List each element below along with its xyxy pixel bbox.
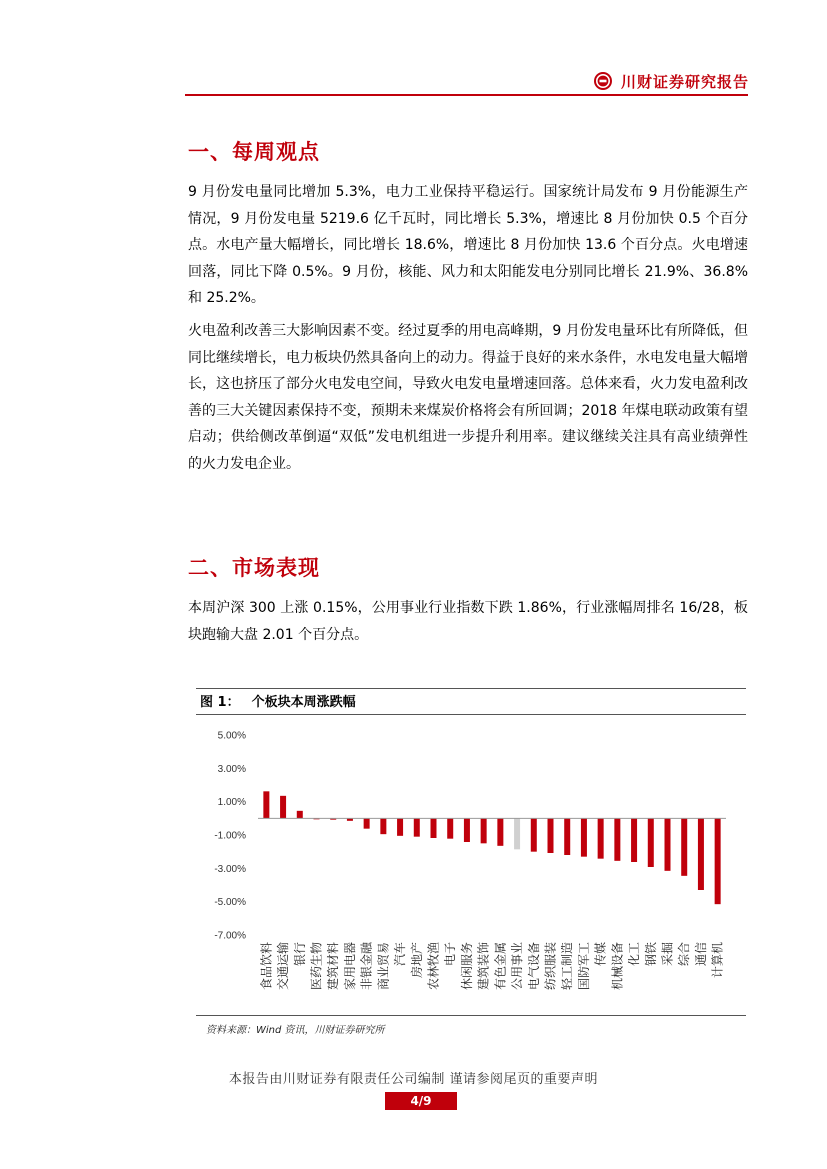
- bar: [631, 818, 637, 862]
- x-tick-label: 交通运输: [276, 942, 291, 991]
- bar: [364, 818, 370, 828]
- x-tick-label: 化工: [627, 942, 642, 967]
- bar: [397, 818, 403, 836]
- x-tick-label: 休闲服务: [459, 942, 474, 991]
- y-tick-label: -7.00%: [214, 930, 246, 942]
- header-title: 川财证券研究报告: [620, 72, 749, 91]
- x-tick-label: 建筑装饰: [476, 942, 491, 991]
- x-tick-label: 综合: [677, 942, 692, 967]
- bar: [447, 818, 453, 838]
- bar: [548, 818, 554, 853]
- y-tick-label: -5.00%: [214, 897, 246, 909]
- bar: [564, 818, 570, 855]
- coin-logo-icon: [593, 71, 613, 91]
- figure-top-rule: [196, 688, 746, 689]
- header-rule: [185, 94, 748, 96]
- bar-chart: [196, 720, 746, 1010]
- bar: [531, 818, 537, 851]
- bar: [464, 818, 470, 842]
- x-tick-label: 家用电器: [342, 942, 357, 991]
- header-brand: [593, 70, 749, 92]
- y-tick-label: 1.00%: [217, 797, 246, 809]
- bar: [665, 818, 671, 871]
- bar: [715, 818, 721, 904]
- bar: [481, 818, 487, 843]
- x-tick-label: 食品饮料: [259, 942, 274, 991]
- y-axis-labels: [214, 731, 246, 942]
- x-tick-label: 电气设备: [526, 942, 541, 991]
- bar: [297, 811, 303, 819]
- x-tick-label: 农林牧渔: [426, 942, 441, 991]
- paragraph-market-summary: 本周沪深 300 上涨 0.15%，公用事业行业指数下跌 1.86%，行业涨幅周排名 16/28，板块跑输大盘 2.01 个百分点。: [188, 600, 748, 643]
- x-tick-label: 传媒: [593, 942, 608, 967]
- bar: [414, 818, 420, 836]
- x-tick-label: 银行: [292, 942, 307, 967]
- x-tick-label: 国防军工: [576, 942, 591, 991]
- x-tick-label: 通信: [693, 942, 708, 967]
- bar: [598, 818, 604, 858]
- x-tick-label: 计算机: [710, 942, 725, 979]
- bar: [263, 791, 269, 818]
- figure-caption: [200, 691, 356, 710]
- figure-caption-rule: [196, 714, 746, 715]
- bar: [380, 818, 386, 834]
- bars: [263, 791, 720, 904]
- bar: [614, 818, 620, 861]
- bar: [648, 818, 654, 867]
- x-tick-label: 商业贸易: [376, 942, 391, 991]
- figure-label: 图 1：: [200, 695, 240, 710]
- x-tick-label: 非银金融: [359, 942, 374, 991]
- bar: [581, 818, 587, 856]
- x-axis-labels: [258, 941, 724, 990]
- y-tick-label: -1.00%: [214, 830, 246, 842]
- y-tick-label: 3.00%: [217, 763, 246, 775]
- figure-source: 资料来源：Wind 资讯，川财证券研究所: [206, 1025, 385, 1036]
- paragraph-thermal-profit: 火电盈利改善三大影响因素不变。经过夏季的用电高峰期，9 月份发电量环比有所降低，但同比继续增长，电力板块仍然具备向上的动力。得益于良好的来水条件，水电发电量大幅增长，这也挤压了部分火电发电空间，导致火电发电量增速回落。总体来看，火力发电盈利改善的三大关键因素保持不变，预期未来煤炭价格将会有所回调；2018 年煤电联动政策有望启动；供给侧改革倒逼“双低”发电机组进一步提升利用率。建议继续关注具有高业绩弹性的火力发电企业。: [188, 323, 748, 472]
- paragraph-power-generation: 9 月份发电量同比增加 5.3%，电力工业保持平稳运行。国家统计局发布 9 月份能源生产情况，9 月份发电量 5219.6 亿千瓦时，同比增长 5.3%，增速比 8 月份加快 0.5 个百分点。水电产量大幅增长，同比增长 18.6%，增速比 8 月份加快 13.6 个百分点。火电增速回落，同比下降 0.5%。9 月份，核能、风力和太阳能发电分别同比增长 21.9%、36.8%和 25.2%。: [188, 184, 748, 306]
- x-tick-label: 公用事业: [510, 942, 525, 991]
- x-tick-label: 汽车: [393, 942, 408, 967]
- x-tick-label: 采掘: [660, 942, 675, 967]
- x-tick-label: 电子: [443, 942, 458, 967]
- x-tick-label: 有色金属: [493, 942, 508, 991]
- footer-disclaimer: 本报告由川财证券有限责任公司编制 谨请参阅尾页的重要声明: [228, 1072, 599, 1087]
- x-tick-label: 钢铁: [643, 942, 658, 967]
- bar: [681, 818, 687, 876]
- section-title-market-performance: 二、市场表现: [188, 556, 320, 580]
- bar: [280, 796, 286, 819]
- x-tick-label: 纺织服装: [543, 942, 558, 991]
- figure-bottom-rule: [196, 1015, 746, 1016]
- bar: [431, 818, 437, 838]
- figure-name: 个板块本周涨跌幅: [251, 695, 356, 710]
- x-tick-label: 轻工制造: [560, 942, 575, 991]
- x-tick-label: 机械设备: [610, 942, 625, 991]
- x-tick-label: 医药生物: [309, 942, 324, 991]
- y-tick-label: 5.00%: [217, 730, 246, 742]
- page-number: 4/9: [385, 1092, 457, 1110]
- bar: [698, 818, 704, 890]
- section-title-weekly-view: 一、每周观点: [188, 140, 320, 164]
- bar: [514, 818, 520, 849]
- y-tick-label: -3.00%: [214, 863, 246, 875]
- x-tick-label: 房地产: [409, 942, 424, 979]
- x-tick-label: 建筑材料: [326, 942, 341, 991]
- bar: [497, 818, 503, 846]
